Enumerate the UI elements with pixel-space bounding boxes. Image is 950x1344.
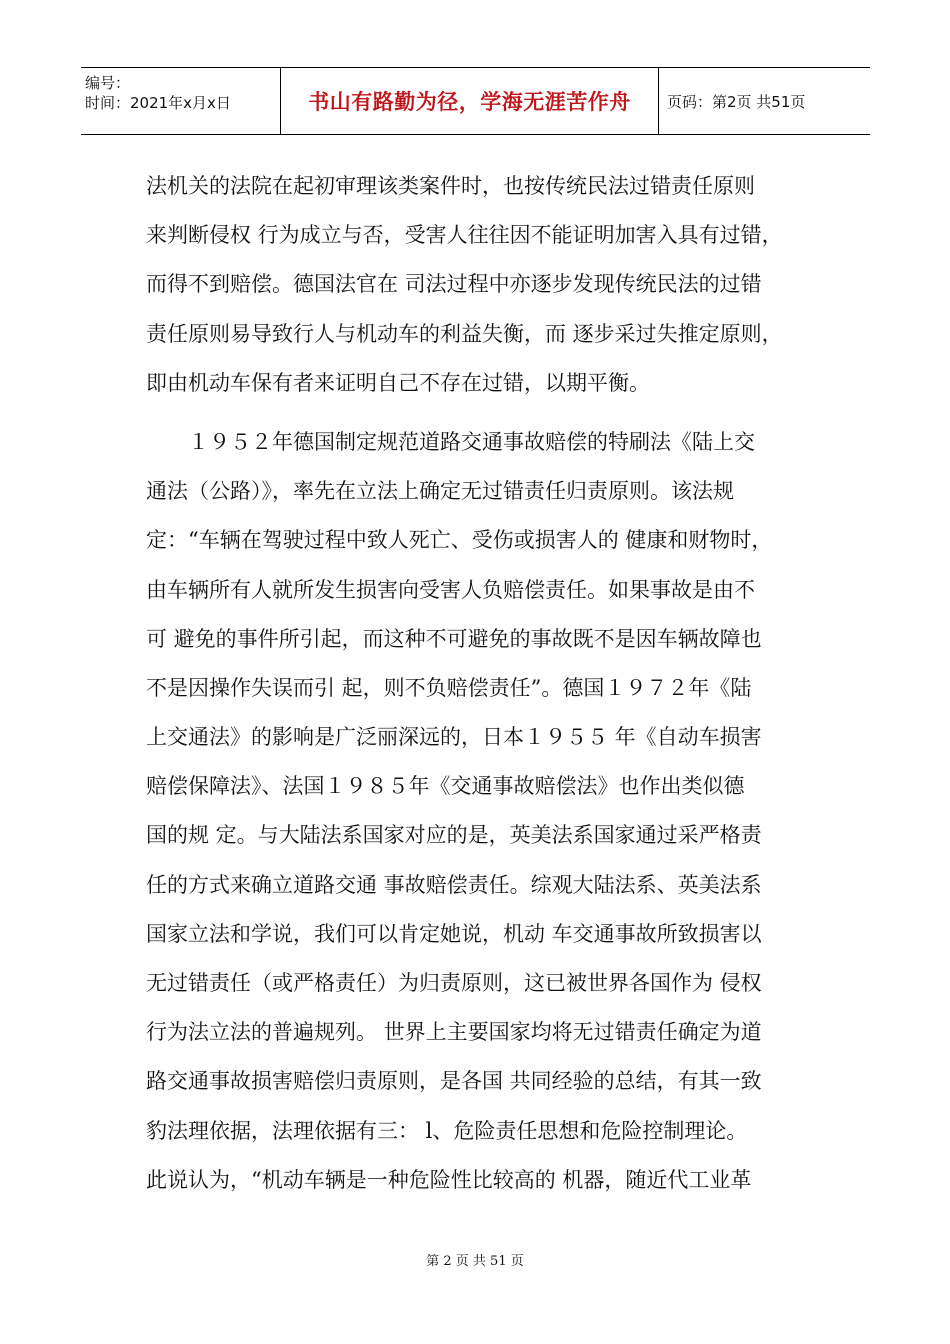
- text-line: 即由机动车保有者来证明自己不存在过错，以期平衡。: [146, 370, 650, 395]
- text-line: 任的方式来确立道路交通 事故赔偿责任。综观大陆法系、英美法系: [146, 872, 762, 897]
- text-line: １９５２年德国制定规范道路交通事故赔偿的特刷法《陆上交: [188, 429, 755, 454]
- page-header: [81, 67, 870, 135]
- text-line: 可 避免的事件所引起，而这种不可避免的事故既不是因车辆故障也: [146, 626, 762, 651]
- text-line: 责任原则易导致行人与机动车的利益失衡，而 逐步采过失推定原则，: [146, 321, 783, 346]
- text-line: 无过错责任（或严格责任）为归责原则，这已被世界各国作为 侵权: [146, 971, 762, 995]
- text-line: 此说认为，“机动车辆是一种危险性比较高的 机器，随近代工业革: [146, 1167, 752, 1192]
- text-line: 而得不到赔偿。德国法官在 司法过程中亦逐步发现传统民法的过错: [146, 272, 762, 297]
- document-body: [146, 162, 826, 1205]
- text-line: 法机关的法院在起初审理该类案件时，也按传统民法过错责任原则: [146, 174, 755, 198]
- text-line: 通法（公路）》，率先在立法上确定无过错责任归责原则。该法规: [146, 479, 734, 504]
- document-number-label: 编号：: [85, 74, 131, 92]
- text-line: 赔偿保障法》、法国１９８５年《交通事故赔偿法》也作出类似德: [146, 774, 745, 799]
- text-line: 不是因操作失误而引 起，则不负赔偿责任”。德国１９７２年《陆: [146, 675, 752, 700]
- text-line: 路交通事故损害赔偿归责原则，是各国 共同经验的总结，有其一致: [146, 1069, 762, 1094]
- text-line: 由车辆所有人就所发生损害向受害人负赔偿责任。如果事故是由不: [146, 577, 755, 602]
- header-motto: 书山有路勤为径，学海无涯苦作舟: [281, 68, 659, 134]
- paragraph: [146, 418, 826, 1205]
- document-date: 时间：2021年x月x日: [85, 94, 231, 112]
- header-page-info: 页码：第2页 共51页: [667, 92, 806, 111]
- text-line: 国的规 定。与大陆法系国家对应的是，英美法系国家通过采严格责: [146, 823, 762, 848]
- text-line: 行为法立法的普遍规列。 世界上主要国家均将无过错责任确定为道: [146, 1020, 762, 1045]
- text-line: 国家立法和学说，我们可以肯定她说，机动 车交通事故所致损害以: [146, 921, 762, 946]
- page-footer: 第 2 页 共 51 页: [426, 1254, 524, 1269]
- header-meta: [81, 68, 281, 134]
- text-line: 豹法理依据，法理依据有三： l、危险责任思想和危险控制理论。: [146, 1118, 748, 1143]
- text-line: 定：“车辆在驾驶过程中致人死亡、受伤或损害人的 健康和财物时，: [146, 528, 773, 553]
- paragraph: [146, 162, 826, 408]
- text-line: 上交通法》的影响是广泛丽深远的，日本１９５５ 年《自动车损害: [146, 725, 762, 750]
- text-line: 来判断侵权 行为成立与否，受害人往往因不能证明加害入具有过错，: [146, 223, 783, 248]
